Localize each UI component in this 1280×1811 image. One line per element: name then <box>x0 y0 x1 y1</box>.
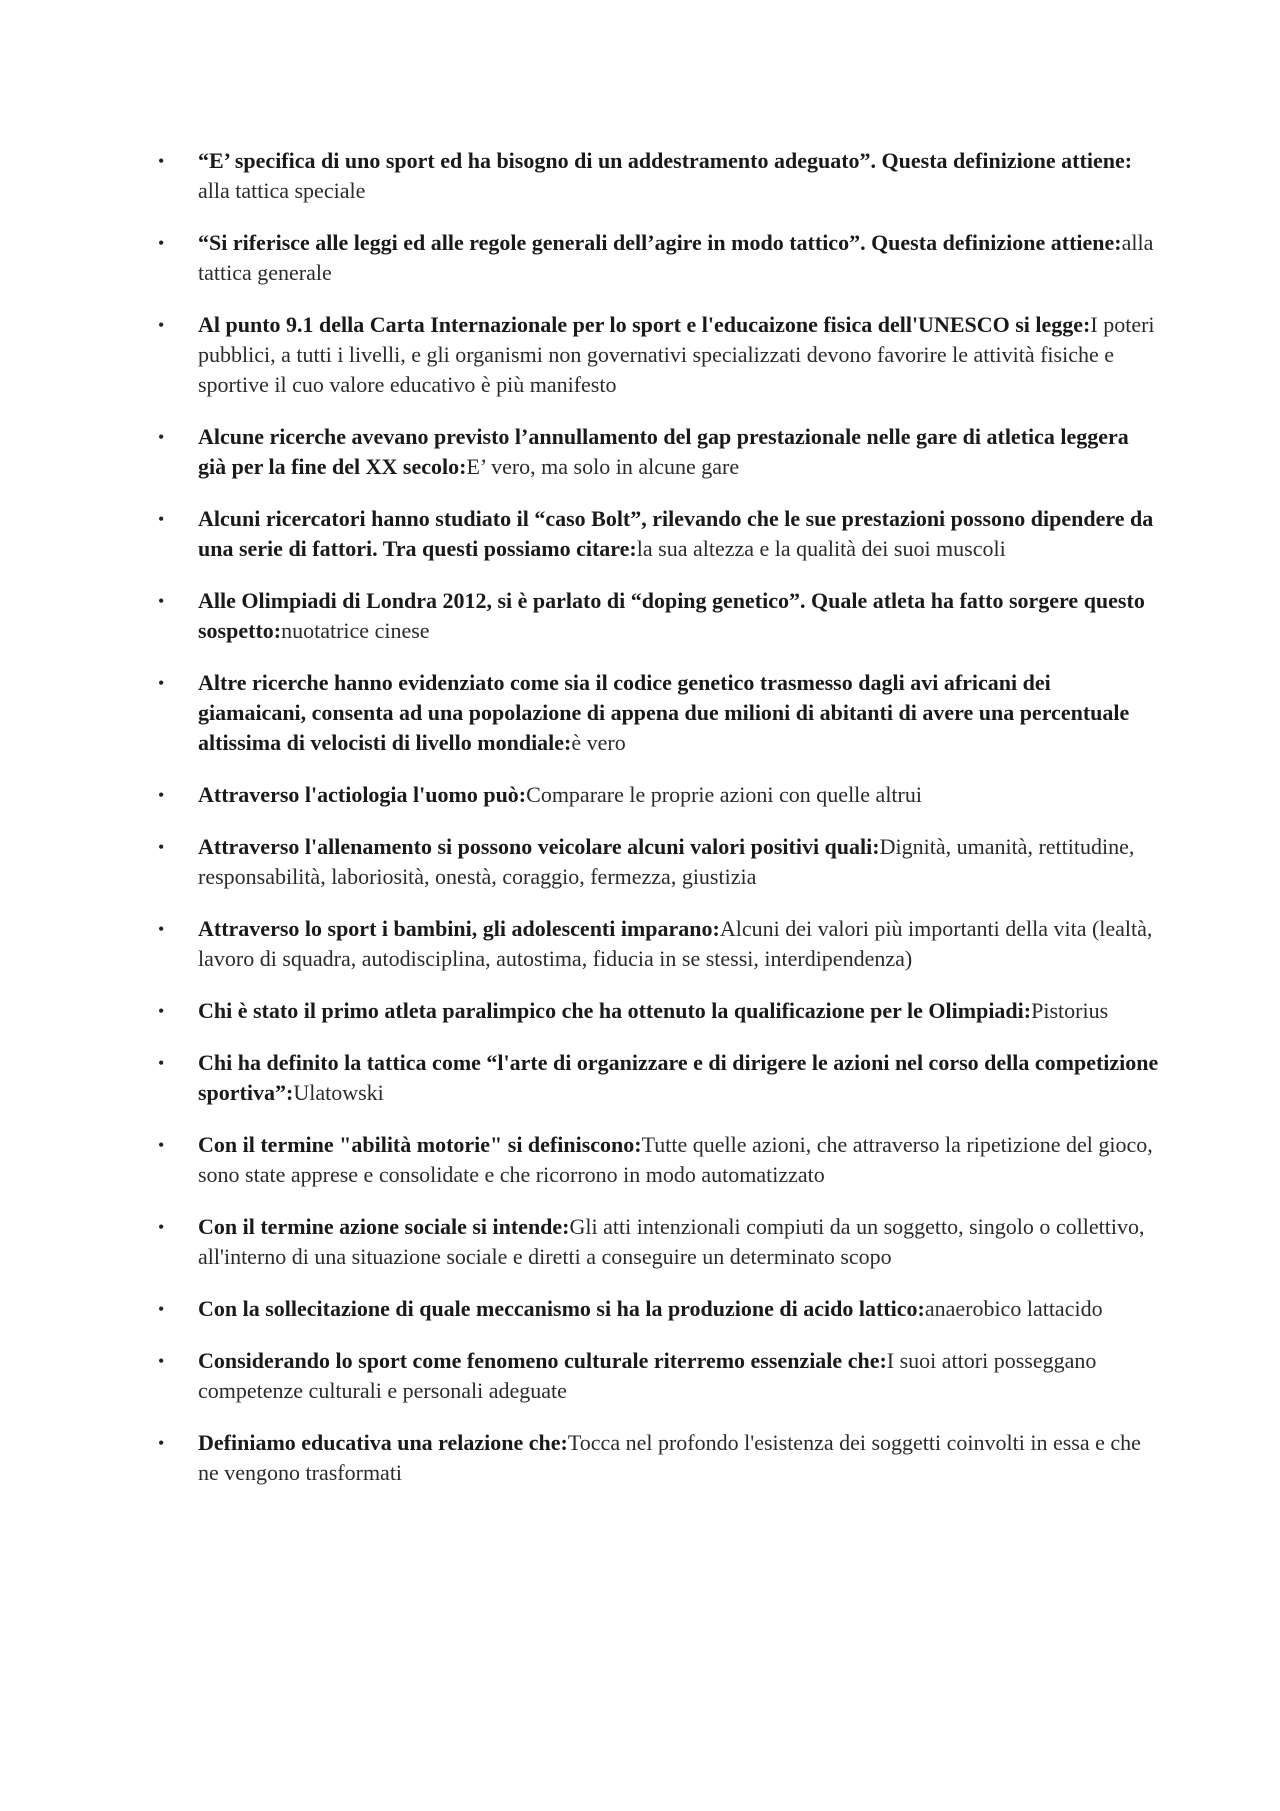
list-item <box>0 146 1280 206</box>
list-item <box>0 1130 1280 1190</box>
list-item <box>0 586 1280 646</box>
answer-text: I poteri pubblici, a tutti i livelli, e gli organismi non governativi specializzati devono favorire le attività fisiche e sportive il cuo valore educativo è più manifesto <box>198 312 1155 397</box>
bullet-icon: • <box>158 1053 165 1073</box>
answer-text: anaerobico lattacido <box>924 1296 1103 1321</box>
question-text: Con la sollecitazione di quale meccanismo si ha la produzione di acido lattico: <box>198 1296 925 1321</box>
bullet-icon: • <box>158 837 165 857</box>
bullet-icon: • <box>158 1135 165 1155</box>
list-item <box>0 914 1280 974</box>
list-item <box>0 780 1280 810</box>
answer-text: E’ vero, ma solo in alcune gare <box>466 454 740 479</box>
list-item <box>0 668 1280 758</box>
bullet-icon: • <box>158 315 165 335</box>
bullet-icon: • <box>158 1001 165 1021</box>
list-item <box>0 996 1280 1026</box>
question-text: Alle Olimpiadi di Londra 2012, si è parlato di “doping genetico”. Quale atleta ha fatto sorgere questo sospetto: <box>198 588 1145 643</box>
answer-text: Comparare le proprie azioni con quelle altrui <box>526 782 922 807</box>
bullet-icon: • <box>158 427 165 447</box>
question-text: Con il termine azione sociale si intende: <box>198 1214 570 1239</box>
answer-text: è vero <box>571 730 626 755</box>
list-item <box>0 1346 1280 1406</box>
question-text: Attraverso l'allenamento si possono veicolare alcuni valori positivi quali: <box>198 834 880 859</box>
answer-text: la sua altezza e la qualità dei suoi muscoli <box>636 536 1006 561</box>
list-item <box>0 504 1280 564</box>
bullet-icon: • <box>158 509 165 529</box>
answer-text: Gli atti intenzionali compiuti da un soggetto, singolo o collettivo, all'interno di una situazione sociale e diretti a conseguire un determinato scopo <box>198 1214 1145 1269</box>
list-item <box>0 228 1280 288</box>
answer-text: I suoi attori posseggano competenze culturali e personali adeguate <box>198 1348 1097 1403</box>
bullet-icon: • <box>158 785 165 805</box>
bullet-icon: • <box>158 233 165 253</box>
list-item <box>0 832 1280 892</box>
bullet-icon: • <box>158 591 165 611</box>
question-text: Con il termine "abilità motorie" si definiscono: <box>198 1132 642 1157</box>
list-item <box>0 1212 1280 1272</box>
answer-text: alla tattica speciale <box>198 178 366 203</box>
question-answer-list <box>0 146 1280 1510</box>
question-text: Attraverso l'actiologia l'uomo può: <box>198 782 527 807</box>
list-item <box>0 1294 1280 1324</box>
question-text: Alcune ricerche avevano previsto l’annullamento del gap prestazionale nelle gare di atletica leggera già per la fine del XX secolo: <box>198 424 1129 479</box>
question-text: “E’ specifica di uno sport ed ha bisogno di un addestramento adeguato”. Questa definizione attiene: <box>198 148 1133 173</box>
question-text: Chi ha definito la tattica come “l'arte di organizzare e di dirigere le azioni nel corso della competizione sportiva”: <box>198 1050 1159 1105</box>
question-text: Definiamo educativa una relazione che: <box>198 1430 568 1455</box>
answer-text: Tocca nel profondo l'esistenza dei soggetti coinvolti in essa e che ne vengono trasformati <box>198 1430 1141 1485</box>
bullet-icon: • <box>158 1351 165 1371</box>
question-text: “Si riferisce alle leggi ed alle regole generali dell’agire in modo tattico”. Questa definizione attiene: <box>198 230 1122 255</box>
question-text: Chi è stato il primo atleta paralimpico che ha ottenuto la qualificazione per le Olimpiadi: <box>198 998 1032 1023</box>
question-text: Considerando lo sport come fenomeno culturale riterremo essenziale che: <box>198 1348 887 1373</box>
answer-text: Ulatowski <box>293 1080 384 1105</box>
bullet-icon: • <box>158 1433 165 1453</box>
bullet-icon: • <box>158 673 165 693</box>
answer-text: Pistorius <box>1031 998 1109 1023</box>
answer-text: Tutte quelle azioni, che attraverso la ripetizione del gioco, sono state apprese e consolidate e che ricorrono in modo automatizzato <box>198 1132 1153 1187</box>
question-text: Al punto 9.1 della Carta Internazionale per lo sport e l'educaizone fisica dell'UNESCO si legge: <box>198 312 1091 337</box>
answer-text: Dignità, umanità, rettitudine, responsabilità, laboriosità, onestà, coraggio, fermezza, giustizia <box>198 834 1135 889</box>
answer-text: nuotatrice cinese <box>281 618 430 643</box>
question-text: Altre ricerche hanno evidenziato come sia il codice genetico trasmesso dagli avi africani dei giamaicani, consenta ad una popolazione di appena due milioni di abitanti di avere una percentuale altissima di velocisti di livello mondiale: <box>198 670 1130 755</box>
bullet-icon: • <box>158 919 165 939</box>
list-item <box>0 422 1280 482</box>
list-item <box>0 1048 1280 1108</box>
bullet-icon: • <box>158 1217 165 1237</box>
bullet-icon: • <box>158 151 165 171</box>
answer-text: Alcuni dei valori più importanti della vita (lealtà, lavoro di squadra, autodisciplina, autostima, fiducia in se stessi, interdipendenza) <box>198 916 1153 971</box>
question-text: Alcuni ricercatori hanno studiato il “caso Bolt”, rilevando che le sue prestazioni possono dipendere da una serie di fattori. Tra questi possiamo citare: <box>198 506 1154 561</box>
question-text: Attraverso lo sport i bambini, gli adolescenti imparano: <box>198 916 720 941</box>
list-item <box>0 310 1280 400</box>
answer-text: alla tattica generale <box>198 230 1154 285</box>
list-item <box>0 1428 1280 1488</box>
bullet-icon: • <box>158 1299 165 1319</box>
